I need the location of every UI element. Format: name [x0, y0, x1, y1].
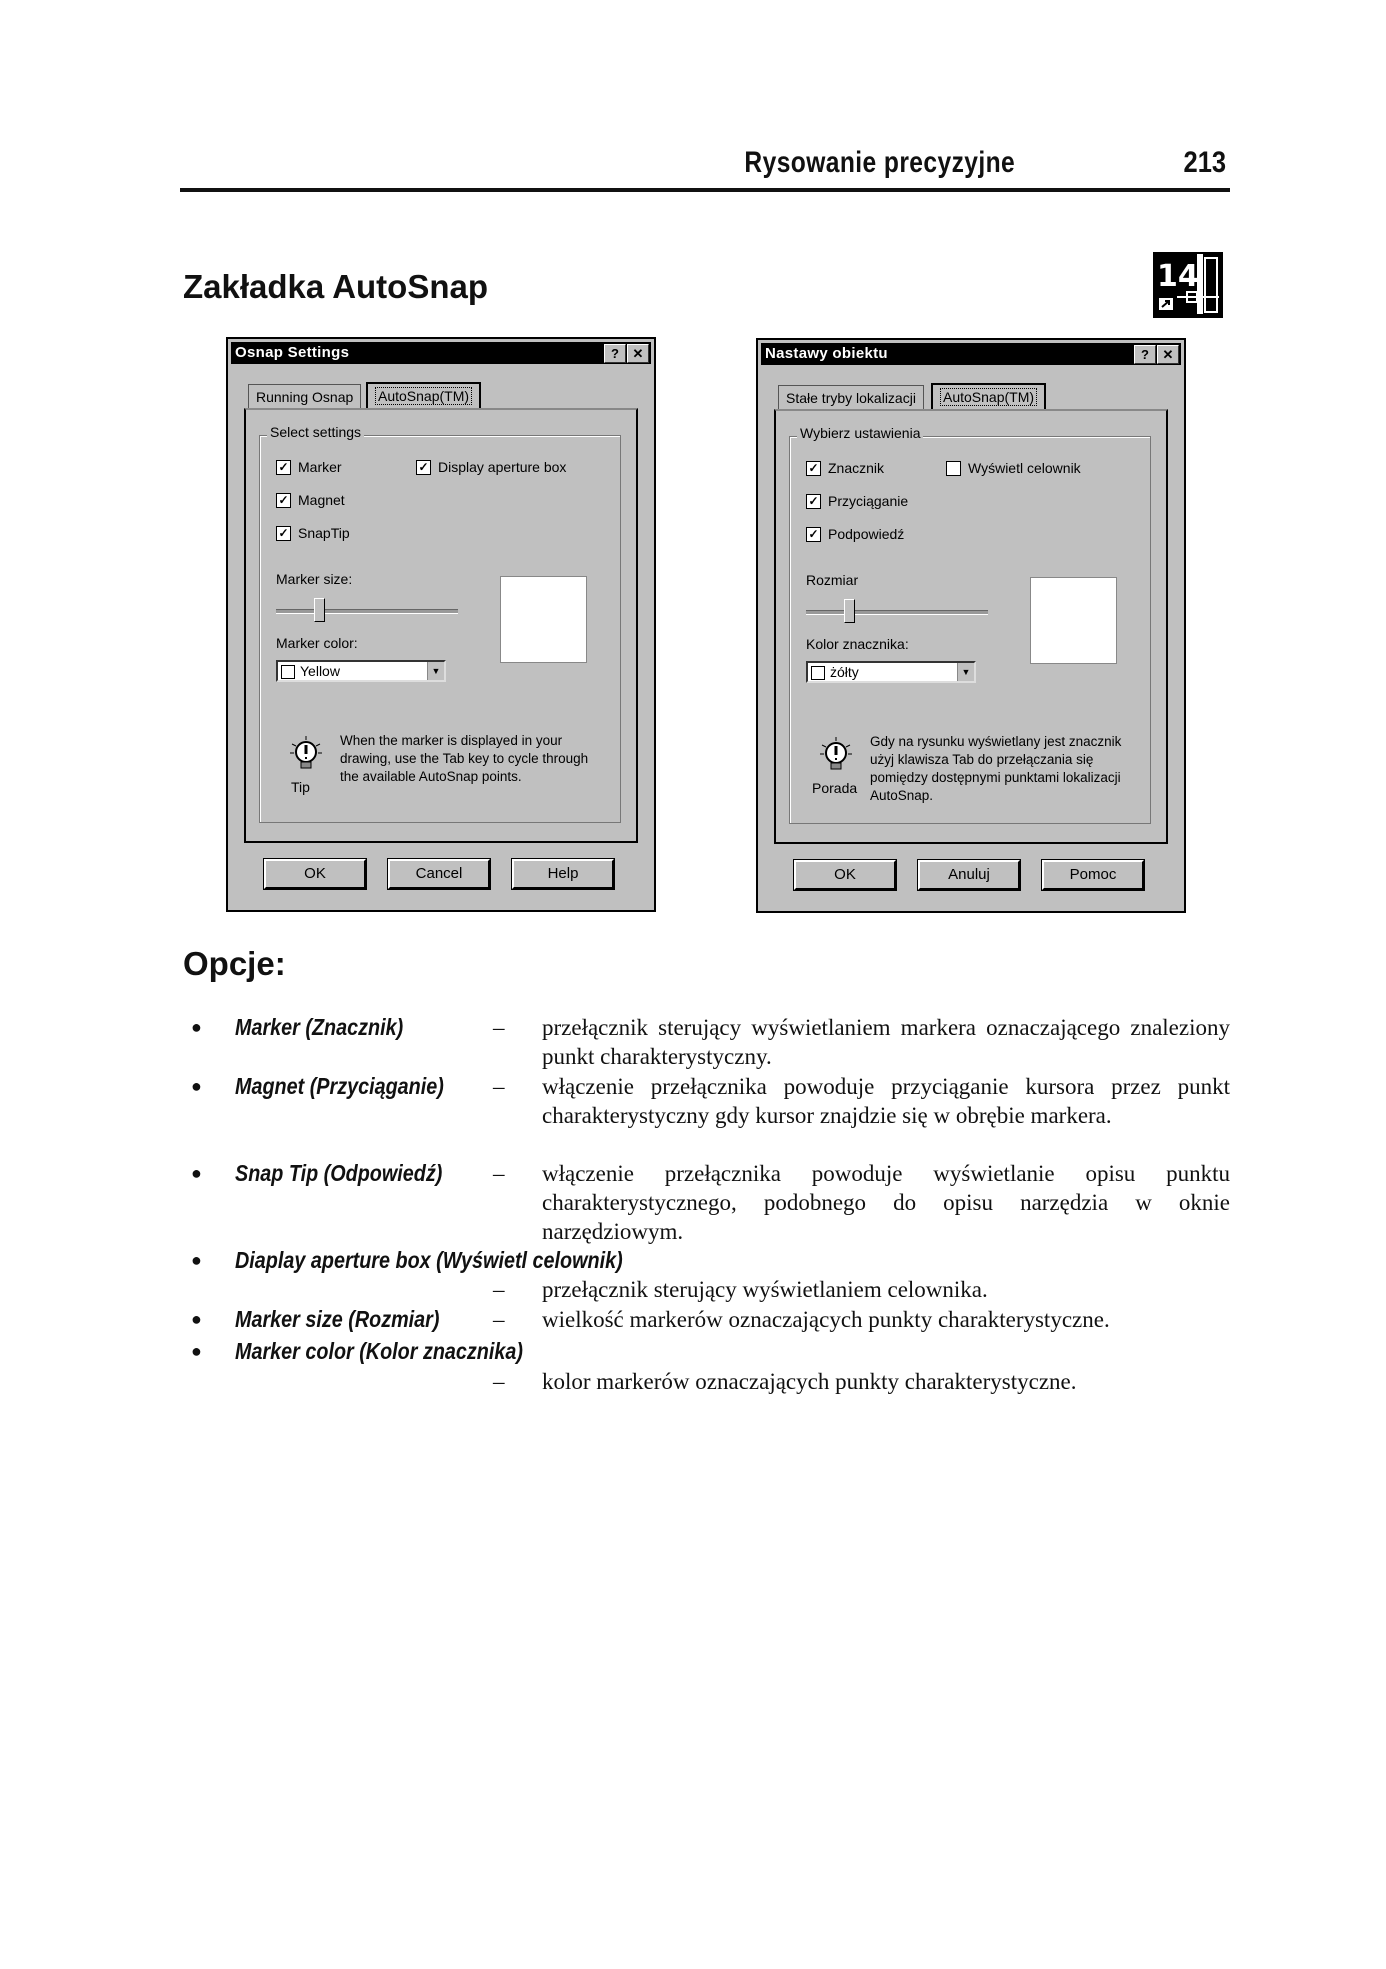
- marker-size-label: Rozmiar: [806, 572, 859, 588]
- tip-label: Porada: [812, 780, 858, 796]
- header-title: Rysowanie precyzyjne: [744, 146, 1015, 179]
- chevron-down-icon: ▼: [957, 663, 974, 681]
- group-label: Wybierz ustawienia: [797, 425, 923, 441]
- option-item: [185, 1337, 1230, 1395]
- dialog-titlebar: [761, 343, 1181, 365]
- option-item: [185, 1305, 1230, 1335]
- help-button[interactable]: Help: [512, 859, 614, 889]
- marker-color-select[interactable]: [276, 660, 446, 682]
- marker-color-label: Marker color:: [276, 635, 358, 651]
- pomoc-button[interactable]: Pomoc: [1042, 860, 1144, 890]
- option-item: [185, 1246, 1230, 1304]
- marker-size-label: Marker size:: [276, 571, 353, 587]
- lightbulb-icon: [289, 736, 323, 776]
- ok-button[interactable]: OK: [794, 860, 896, 890]
- tab-autosnap[interactable]: [931, 383, 1046, 409]
- tab-panel: [244, 408, 638, 843]
- przyciaganie-checkbox[interactable]: ✓ Przyciąganie: [806, 493, 908, 509]
- bullet: ●: [191, 1250, 202, 1270]
- osnap-settings-dialog: [226, 337, 656, 912]
- dialog-title: Osnap Settings: [235, 344, 350, 361]
- running-header: [180, 142, 1230, 192]
- tip-text: When the marker is displayed in your drawing, use the Tab key to cycle through the available AutoSnap points.: [340, 733, 589, 784]
- podpowiedz-checkbox[interactable]: ✓ Podpowiedź: [806, 526, 904, 542]
- bullet: ●: [191, 1076, 202, 1096]
- option-term: Snap Tip (Odpowiedź): [235, 1160, 443, 1186]
- marker-color-select[interactable]: [806, 661, 976, 683]
- option-desc: włączenie przełącznika powoduje przyciąganie kursora przez punkt charakterystyczny gdy kursor znajdzie się w obrębie markera.: [542, 1074, 1230, 1128]
- tab-panel: [774, 409, 1168, 844]
- option-dash: –: [493, 1369, 505, 1394]
- bullet: ●: [191, 1017, 202, 1037]
- tab-stale-tryby[interactable]: Stałe tryby lokalizacji: [778, 385, 924, 409]
- marker-size-slider[interactable]: [314, 598, 325, 622]
- option-desc: włączenie przełącznika powoduje wyświetlanie opisu punktu charakterystycznego, podobnego do opisu narzędzia w oknie narzędziowym.: [542, 1161, 1230, 1244]
- help-title-button[interactable]: ?: [604, 344, 626, 363]
- ok-button[interactable]: OK: [264, 859, 366, 889]
- option-term: Diaplay aperture box (Wyświetl celownik): [235, 1247, 623, 1273]
- color-swatch: [281, 665, 295, 679]
- tip-label: Tip: [291, 779, 310, 795]
- wyswietl-celownik-checkbox[interactable]: Wyświetl celownik: [946, 460, 1081, 476]
- option-term: Marker (Znacznik): [235, 1014, 404, 1040]
- tab-autosnap[interactable]: [366, 382, 481, 408]
- option-term: Marker size (Rozmiar): [235, 1306, 440, 1332]
- dialog-title: Nastawy obiektu: [765, 345, 888, 362]
- option-dash: –: [493, 1161, 505, 1186]
- marker-size-track: [806, 610, 988, 615]
- anuluj-button[interactable]: Anuluj: [918, 860, 1020, 890]
- display-aperture-box-checkbox[interactable]: ✓ Display aperture box: [416, 459, 566, 475]
- section-heading: Zakładka AutoSnap: [183, 268, 489, 305]
- magnet-checkbox[interactable]: ✓ Magnet: [276, 492, 345, 508]
- option-item: [185, 1072, 1230, 1159]
- page-number: 213: [1183, 146, 1226, 179]
- option-desc: przełącznik sterujący wyświetlaniem markera oznaczającego znaleziony punkt charakterystyczny.: [542, 1015, 1230, 1069]
- help-title-button[interactable]: ?: [1134, 345, 1156, 364]
- option-dash: –: [493, 1015, 505, 1040]
- marker-size-slider[interactable]: [844, 599, 855, 623]
- options-heading: Opcje:: [183, 945, 286, 982]
- marker-preview: [1030, 577, 1117, 664]
- chapter-marker-icon: [1153, 252, 1223, 318]
- znacznik-checkbox[interactable]: ✓ Znacznik: [806, 460, 884, 476]
- close-button[interactable]: ✕: [1157, 345, 1179, 364]
- tab-autosnap-label: AutoSnap(TM): [940, 388, 1037, 406]
- chapter-number: 14: [1157, 259, 1199, 294]
- marker-color-label: Kolor znacznika:: [806, 636, 909, 652]
- option-item: [185, 1013, 1230, 1071]
- bullet: ●: [191, 1309, 202, 1329]
- tab-autosnap-label: AutoSnap(TM): [375, 387, 472, 405]
- marker-color-value: Yellow: [300, 663, 340, 679]
- bullet: ●: [191, 1341, 202, 1361]
- option-dash: –: [493, 1307, 505, 1332]
- marker-checkbox[interactable]: ✓ Marker: [276, 459, 342, 475]
- option-dash: –: [493, 1074, 505, 1099]
- nastawy-obiektu-dialog: [756, 338, 1186, 913]
- lightbulb-icon: [819, 737, 853, 777]
- option-dash: –: [493, 1277, 505, 1302]
- dialog-titlebar: [231, 342, 651, 364]
- marker-color-value: żółty: [830, 664, 859, 680]
- marker-size-track: [276, 609, 458, 614]
- marker-preview: [500, 576, 587, 663]
- chevron-down-icon: ▼: [427, 662, 444, 680]
- option-desc: wielkość markerów oznaczających punkty charakterystyczne.: [542, 1307, 1110, 1332]
- snaptip-checkbox[interactable]: ✓ SnapTip: [276, 525, 350, 541]
- option-term: Magnet (Przyciąganie): [235, 1073, 444, 1099]
- option-desc: kolor markerów oznaczających punkty charakterystyczne.: [542, 1369, 1077, 1394]
- close-button[interactable]: ✕: [627, 344, 649, 363]
- group-label: Select settings: [267, 424, 364, 440]
- color-swatch: [811, 666, 825, 680]
- option-term: Marker color (Kolor znacznika): [235, 1338, 523, 1364]
- bullet: ●: [191, 1163, 202, 1183]
- tip-text: Gdy na rysunku wyświetlany jest znacznik użyj klawisza Tab do przełączania się pomiędzy dostępnymi punktami lokalizacji AutoSnap.: [870, 734, 1122, 803]
- tab-running-osnap[interactable]: Running Osnap: [248, 384, 361, 408]
- option-desc: przełącznik sterujący wyświetlaniem celownika.: [542, 1277, 988, 1302]
- option-item: [185, 1159, 1230, 1246]
- cancel-button[interactable]: Cancel: [388, 859, 490, 889]
